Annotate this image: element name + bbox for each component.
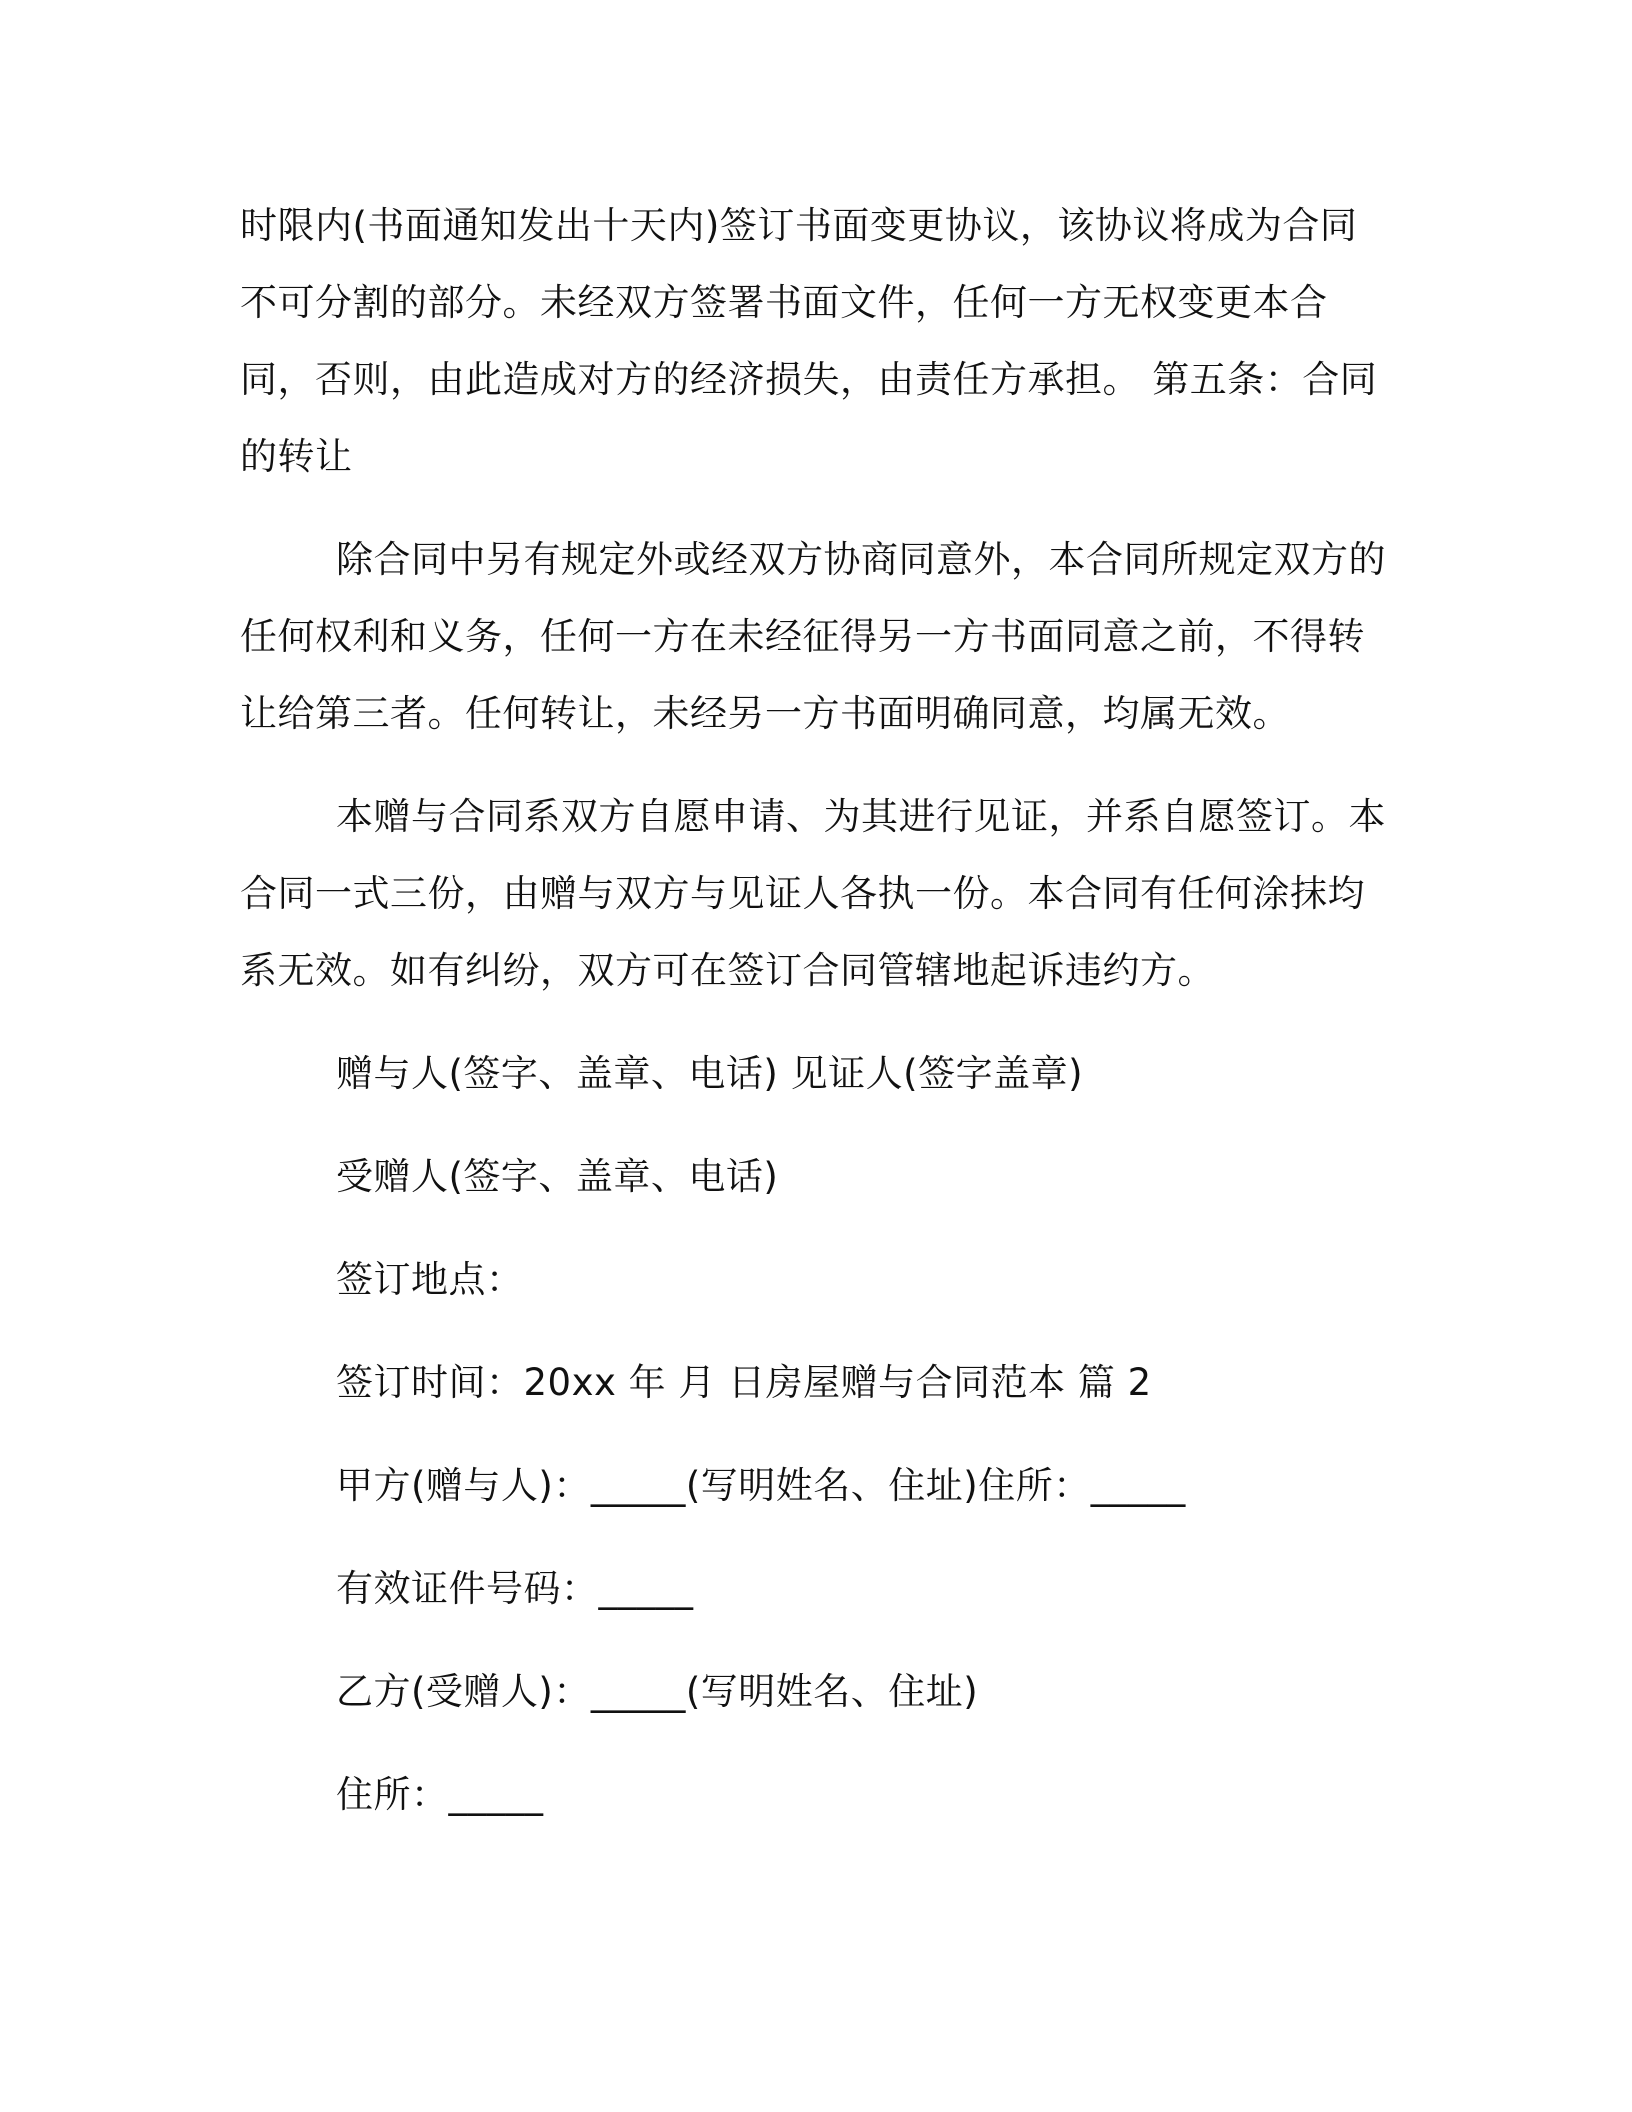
party-b-line: 乙方(受赠人)：_____(写明姓名、住址) (336, 1670, 979, 1713)
document-page (240, 187, 1390, 1833)
residence-line: 住所：_____ (336, 1773, 544, 1816)
paragraph-witness-clause: 本赠与合同系双方自愿申请、为其进行见证，并系自愿签订。本合同一式三份，由赠与双方与见证人各执一份。本合同有任何涂抹均系无效。如有纠纷，双方可在签订合同管辖地起诉违约方。 (240, 795, 1386, 992)
signing-place-line: 签订地点： (336, 1258, 524, 1301)
paragraph-transfer-clause: 除合同中另有规定外或经双方协商同意外，本合同所规定双方的任何权利和义务，任何一方在未经征得另一方书面同意之前，不得转让给第三者。任何转让，未经另一方书面明确同意，均属无效。 (240, 538, 1386, 735)
signature-line-donee: 受赠人(签字、盖章、电话) (336, 1155, 779, 1198)
paragraph-amendment-continuation: 时限内(书面通知发出十天内)签订书面变更协议，该协议将成为合同不可分割的部分。未经双方签署书面文件，任何一方无权变更本合同，否则，由此造成对方的经济损失，由责任方承担。 第五条：合同的转让 (240, 204, 1378, 478)
signing-time-line: 签订时间：20xx 年 月 日房屋赠与合同范本 篇 2 (336, 1361, 1152, 1404)
party-a-line: 甲方(赠与人)：_____(写明姓名、住址)住所：_____ (336, 1464, 1186, 1507)
id-number-line: 有效证件号码：_____ (336, 1567, 694, 1610)
signature-line-donor-witness: 赠与人(签字、盖章、电话) 见证人(签字盖章) (336, 1052, 1084, 1095)
